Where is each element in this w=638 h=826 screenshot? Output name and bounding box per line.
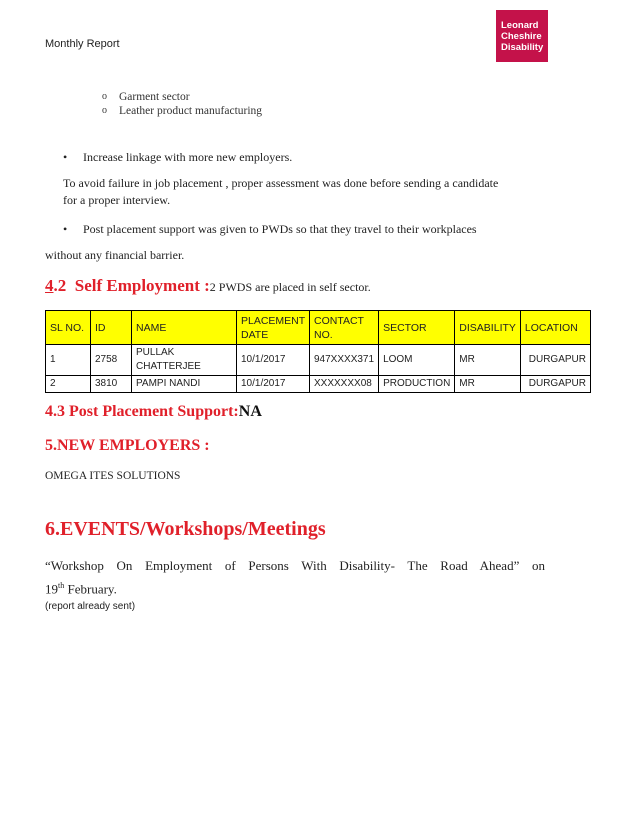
assessment-paragraph <box>63 175 498 209</box>
table-cell: DURGAPUR <box>520 345 590 376</box>
table-cell: MR <box>455 376 521 393</box>
section-value: NA <box>238 403 262 420</box>
leonard-cheshire-logo <box>496 10 548 62</box>
section-6-heading: 6.EVENTS/Workshops/Meetings <box>45 518 326 540</box>
column-header: CONTACT NO. <box>310 311 379 345</box>
table-cell: 10/1/2017 <box>237 376 310 393</box>
column-header: NAME <box>132 311 237 345</box>
section-number-rest: .2 <box>53 276 67 295</box>
bullet-icon: • <box>63 222 68 236</box>
paragraph-line: for a proper interview. <box>63 193 171 207</box>
table-cell: 1 <box>46 345 91 376</box>
list-item-text: Garment sector <box>119 91 190 103</box>
section-number-underlined: 4 <box>45 276 54 295</box>
table-cell: 3810 <box>91 376 132 393</box>
list-item-text: Leather product manufacturing <box>119 105 263 117</box>
table-cell: LOOM <box>379 345 455 376</box>
table-cell: PRODUCTION <box>379 376 455 393</box>
circle-bullet-icon: o <box>102 105 107 116</box>
table-cell: PULLAK CHATTERJEE <box>132 345 237 376</box>
section-4-3-heading <box>45 403 262 421</box>
column-header: SL NO. <box>46 311 91 345</box>
date-day: 19 <box>45 581 58 597</box>
table-cell: 10/1/2017 <box>237 345 310 376</box>
section-4-2-heading <box>45 276 371 296</box>
logo-line: Leonard <box>501 20 539 31</box>
page-header-title: Monthly Report <box>45 38 120 50</box>
list-item <box>102 90 262 104</box>
section-5-heading: 5.NEW EMPLOYERS : <box>45 437 210 454</box>
bullet-icon: • <box>63 150 68 164</box>
column-header: DISABILITY <box>455 311 521 345</box>
table-header-row <box>46 311 591 345</box>
paragraph-line: “Workshop On Employment of Persons With Disability- The Road Ahead” on <box>45 558 545 573</box>
sector-sub-list <box>102 90 262 118</box>
circle-bullet-icon: o <box>102 91 107 102</box>
table-cell: 2758 <box>91 345 132 376</box>
table-cell: DURGAPUR <box>520 376 590 393</box>
table-cell: 2 <box>46 376 91 393</box>
logo-line: Disability <box>501 42 544 53</box>
paragraph-line: To avoid failure in job placement , proper assessment was done before sending a candidate <box>63 176 499 190</box>
table-cell: 947XXXX371 <box>310 345 379 376</box>
workshop-paragraph <box>45 556 545 599</box>
self-employment-table <box>45 310 591 393</box>
bullet-text: Increase linkage with more new employers. <box>83 150 293 164</box>
section-title: 4.3 Post Placement Support: <box>45 403 239 420</box>
column-header: LOCATION <box>520 311 590 345</box>
section-summary: 2 PWDS are placed in self sector. <box>209 280 371 294</box>
table-cell: XXXXXXX08 <box>310 376 379 393</box>
date-suffix: th <box>58 581 65 590</box>
date-month: February. <box>64 581 117 597</box>
paragraph-continuation: without any financial barrier. <box>45 248 185 262</box>
column-header: ID <box>91 311 132 345</box>
paragraph-line <box>45 576 545 599</box>
employer-name: OMEGA ITES SOLUTIONS <box>45 470 181 482</box>
bullet-text: Post placement support was given to PWDs so that they travel to their workplaces <box>83 222 477 236</box>
table-cell: MR <box>455 345 521 376</box>
report-note: (report already sent) <box>45 601 136 612</box>
table-row <box>46 376 591 393</box>
column-header: PLACEMENT DATE <box>237 311 310 345</box>
section-title: Self Employment : <box>74 276 210 295</box>
column-header: SECTOR <box>379 311 455 345</box>
table-cell: PAMPI NANDI <box>132 376 237 393</box>
list-item <box>102 104 262 118</box>
logo-line: Cheshire <box>501 31 542 42</box>
table-row <box>46 345 591 376</box>
